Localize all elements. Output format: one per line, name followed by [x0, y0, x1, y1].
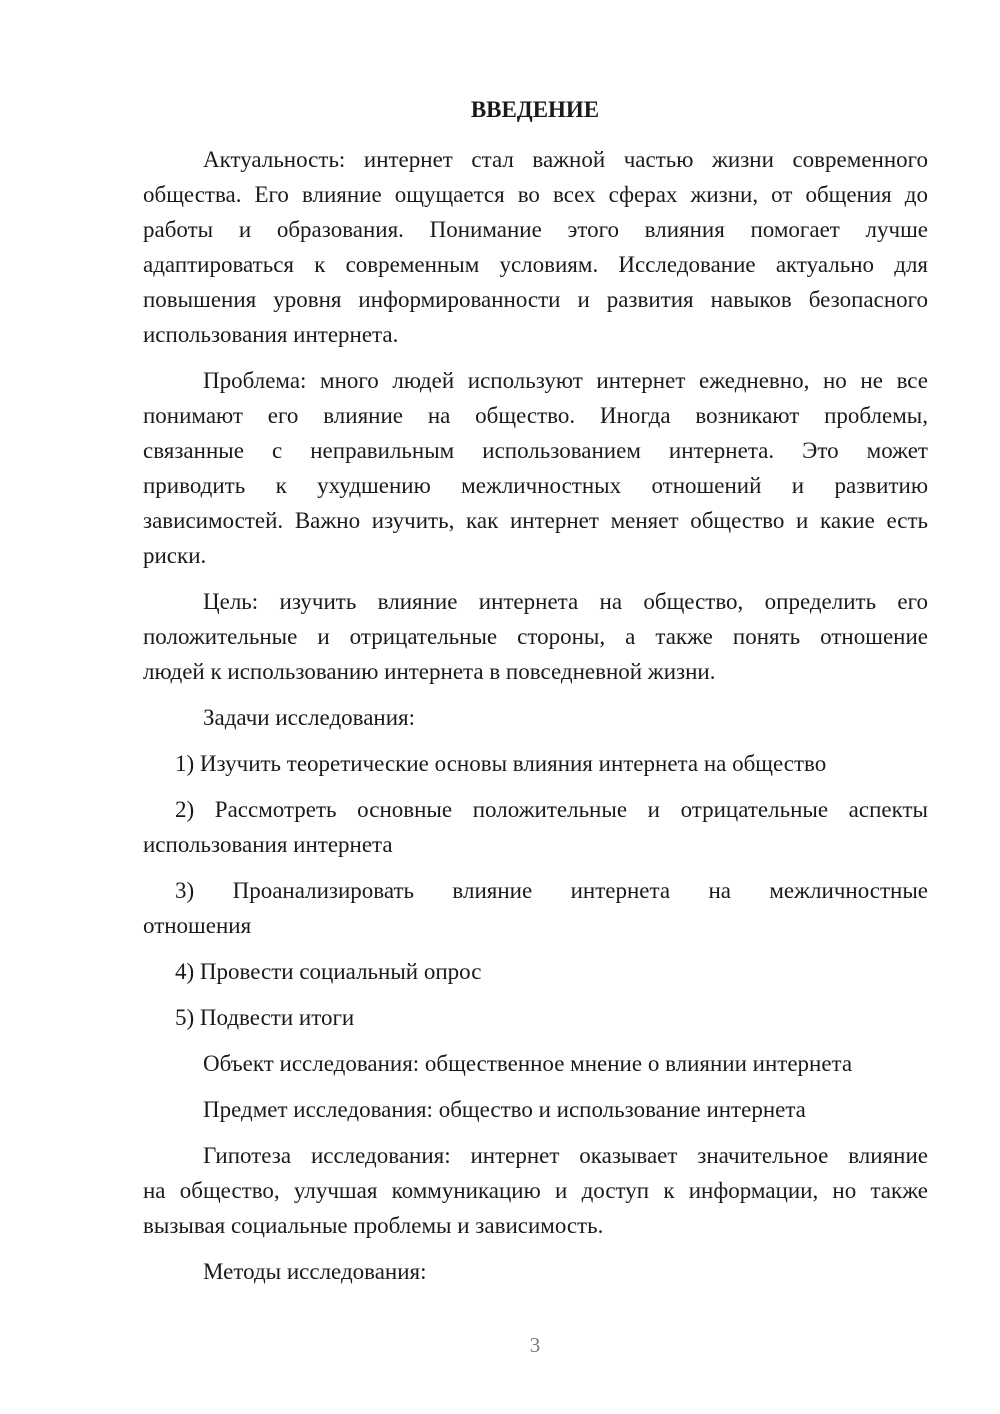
text-line: 3) Проанализировать влияние интернета на межличностные — [175, 878, 928, 903]
paragraph — [143, 142, 928, 352]
document-body — [143, 142, 928, 1300]
text-line: 2) Рассмотреть основные положительные и отрицательные аспекты — [175, 797, 928, 822]
text-line: зависимостей. Важно изучить, как интернет меняет общество и какие есть — [143, 508, 928, 533]
text-line: использования интернета — [143, 832, 393, 857]
text-line: на общество, улучшая коммуникацию и доступ к информации, но также — [143, 1178, 928, 1203]
text-line: 4) Провести социальный опрос — [175, 959, 482, 984]
text-line: Объект исследования: общественное мнение о влиянии интернета — [203, 1051, 853, 1076]
paragraph — [143, 700, 928, 735]
text-line: приводить к ухудшению межличностных отношений и развитию — [143, 473, 928, 498]
list-item — [143, 746, 928, 781]
paragraph — [143, 1254, 928, 1289]
text-line: работы и образования. Понимание этого влияния помогает лучше — [143, 217, 928, 242]
text-line: Гипотеза исследования: интернет оказывает значительное влияние — [203, 1143, 928, 1168]
text-line: вызывая социальные проблемы и зависимость. — [143, 1213, 604, 1238]
list-item — [143, 792, 928, 862]
text-line: Задачи исследования: — [203, 705, 416, 730]
text-line: 5) Подвести итоги — [175, 1005, 355, 1030]
text-line: Проблема: много людей используют интернет ежедневно, но не все — [203, 368, 928, 393]
paragraph — [143, 1046, 928, 1081]
text-line: риски. — [143, 543, 207, 568]
text-line: общества. Его влияние ощущается во всех сферах жизни, от общения до — [143, 182, 928, 207]
text-line: Методы исследования: — [203, 1259, 427, 1284]
text-line: повышения уровня информированности и развития навыков безопасного — [143, 287, 928, 312]
text-line: понимают его влияние на общество. Иногда возникают проблемы, — [143, 403, 928, 428]
list-item — [143, 1000, 928, 1035]
text-line: связанные с неправильным использованием интернета. Это может — [143, 438, 928, 463]
list-item — [143, 954, 928, 989]
text-line: Цель: изучить влияние интернета на общество, определить его — [203, 589, 928, 614]
text-line: Предмет исследования: общество и использование интернета — [203, 1097, 806, 1122]
text-line: отношения — [143, 913, 252, 938]
page-number: 3 — [529, 1333, 541, 1357]
paragraph — [143, 1138, 928, 1243]
text-line: использования интернета. — [143, 322, 399, 347]
text-line: адаптироваться к современным условиям. Исследование актуально для — [143, 252, 928, 277]
paragraph — [143, 363, 928, 573]
text-line: Актуальность: интернет стал важной частью жизни современного — [203, 147, 928, 172]
text-line: 1) Изучить теоретические основы влияния интернета на общество — [175, 751, 827, 776]
paragraph — [143, 1092, 928, 1127]
text-line: людей к использованию интернета в повседневной жизни. — [143, 659, 716, 684]
list-item — [143, 873, 928, 943]
paragraph — [143, 584, 928, 689]
text-line: положительные и отрицательные стороны, а также понять отношение — [143, 624, 928, 649]
section-title: ВВЕДЕНИЕ — [470, 97, 600, 122]
